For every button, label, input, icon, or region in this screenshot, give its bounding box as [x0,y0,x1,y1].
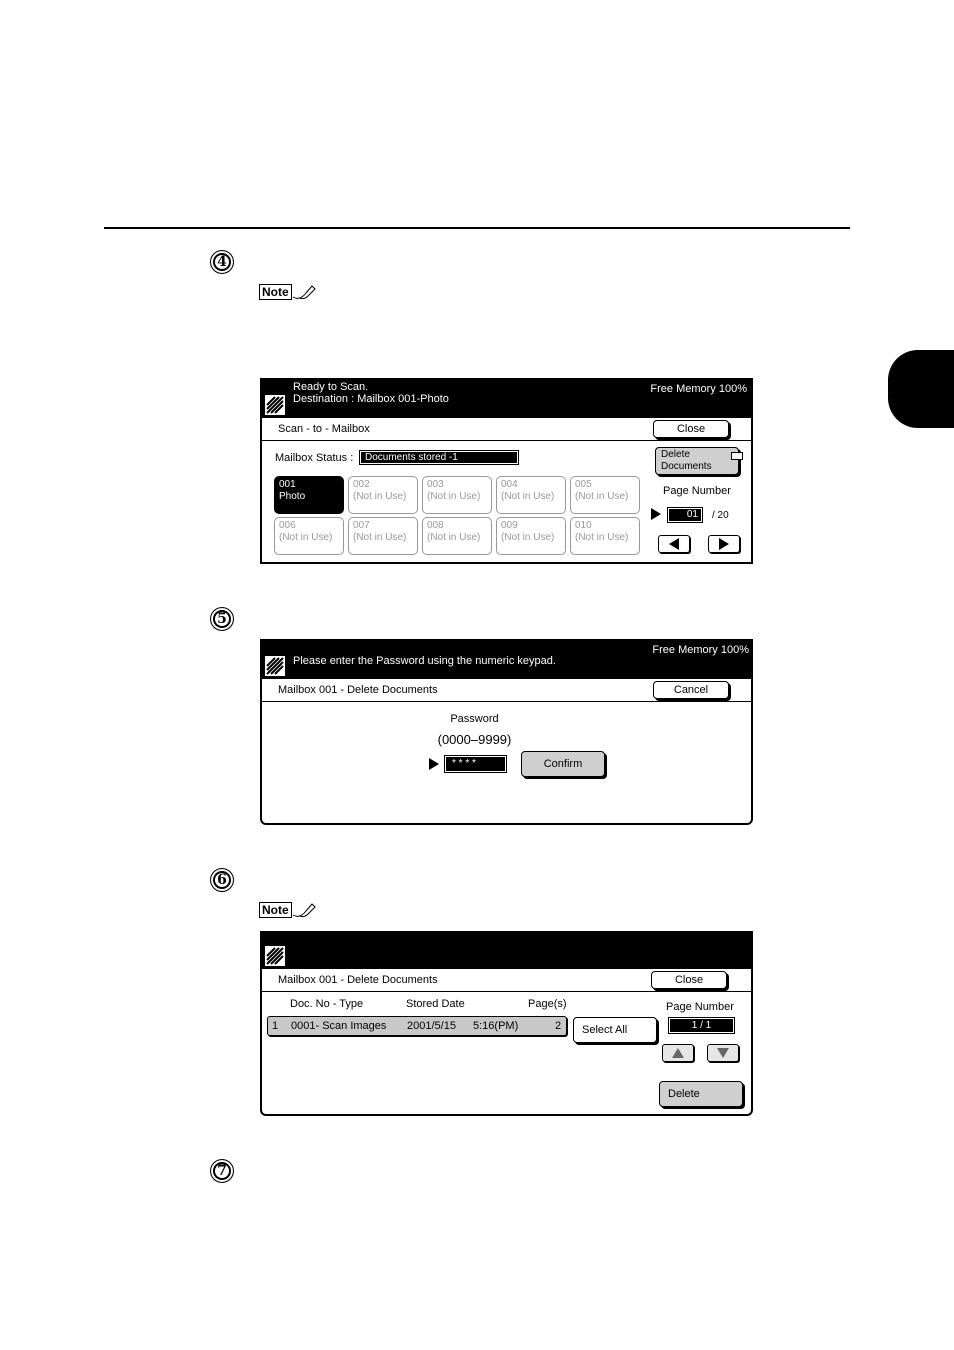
mailbox-folder-002[interactable] [348,476,418,514]
password-screen [260,639,753,825]
mailbox-folder-008[interactable] [422,517,492,555]
step-4-marker: 4 [210,250,234,274]
password-value: * * * * [446,757,505,771]
mailbox-status-field [359,450,519,465]
mailbox-name: (Not in Use) [279,532,333,543]
mailbox-number: 008 [427,520,444,531]
machine-logo-icon [265,946,285,966]
mailbox-folder-003[interactable] [422,476,492,514]
delete-documents-screen [260,931,753,1116]
mailbox-folder-010[interactable] [570,517,640,555]
triangle-up-icon [672,1048,684,1058]
header-instruction: Please enter the Password using the numeric keypad. [293,655,556,667]
page-number-field [668,1017,735,1034]
step-5-marker: 5 [210,607,234,631]
row-pages: 2 [555,1020,562,1032]
mailbox-number: 009 [501,520,518,531]
mailbox-number: 006 [279,520,296,531]
mailbox-folder-009[interactable] [496,517,566,555]
mailbox-name: (Not in Use) [427,532,481,543]
mailbox-folder-006[interactable] [274,517,344,555]
mailbox-number: 001 [279,479,296,490]
row-index: 1 [272,1020,279,1032]
mailbox-name: (Not in Use) [575,532,629,543]
mailbox-folder-004[interactable] [496,476,566,514]
mailbox-number: 007 [353,520,370,531]
password-range: (0000–9999) [437,732,512,747]
password-label: Password [450,713,499,725]
machine-logo-icon [265,395,285,415]
mailbox-name: (Not in Use) [575,491,629,502]
document-row[interactable] [267,1016,567,1036]
col-doc-header: Doc. No - Type [290,998,364,1010]
note-pen-icon [292,901,316,919]
mailbox-number: 010 [575,520,592,531]
scroll-down-button[interactable] [707,1044,739,1062]
pointer-arrow-icon [651,508,661,520]
scroll-up-button[interactable] [662,1044,694,1062]
password-input[interactable] [444,755,507,773]
pointer-arrow-icon [429,758,439,770]
page-current: 01 [669,509,701,521]
page-number-label: Page Number [666,1001,734,1013]
mailbox-name: (Not in Use) [353,532,407,543]
mailbox-folder-001[interactable] [274,476,344,514]
screen-title-bar [262,969,751,992]
col-pages-header: Page(s) [528,998,567,1010]
mailbox-folder-005[interactable] [570,476,640,514]
confirm-button[interactable]: Confirm [521,751,605,777]
delete-documents-label-1: Delete [661,449,690,460]
mailbox-name: (Not in Use) [501,491,555,502]
mailbox-name: (Not in Use) [427,491,481,502]
cancel-button[interactable]: Cancel [653,681,729,699]
step-6-marker: 6 [210,868,234,892]
page-prev-button[interactable] [658,535,690,553]
close-button[interactable]: Close [651,971,727,989]
header-destination: Destination : Mailbox 001-Photo [293,393,449,405]
delete-documents-label-2: Documents [661,461,712,472]
triangle-down-icon [717,1048,729,1058]
page-number-label: Page Number [663,485,731,497]
mailbox-name: (Not in Use) [501,532,555,543]
chapter-tab [888,350,954,428]
row-date: 2001/5/15 [407,1020,456,1032]
screen-title-bar [262,679,751,702]
screen-header [262,380,751,418]
screen-title: Mailbox 001 - Delete Documents [278,974,438,986]
triangle-left-icon [669,538,679,550]
page-number-input[interactable] [667,507,703,523]
screen-header [262,641,751,679]
scan-to-mailbox-screen [260,378,753,564]
header-status: Ready to Scan. [293,381,369,393]
page-next-button[interactable] [708,535,740,553]
mailbox-name: (Not in Use) [353,491,407,502]
note-label: Note [259,284,292,300]
mailbox-name: Photo [279,491,306,502]
row-doc: 0001- Scan Images [291,1020,387,1032]
row-time: 5:16(PM) [473,1020,519,1032]
select-all-button[interactable]: Select All [573,1017,657,1043]
mailbox-number: 002 [353,479,370,490]
mailbox-number: 005 [575,479,592,490]
step-7-marker: 7 [210,1159,234,1183]
screen-title: Scan - to - Mailbox [278,423,370,435]
screen-header [262,933,751,969]
triangle-right-icon [719,538,729,550]
page-total: / 20 [712,510,729,521]
close-button[interactable]: Close [653,420,729,438]
mailbox-number: 003 [427,479,444,490]
col-date-header: Stored Date [406,998,465,1010]
note-label: Note [259,902,292,918]
header-rule [104,227,850,229]
mailbox-folder-007[interactable] [348,517,418,555]
delete-documents-button[interactable] [655,447,739,475]
delete-button[interactable]: Delete [659,1081,743,1107]
page-value: 1 / 1 [670,1019,733,1032]
mailbox-status-value: Documents stored -1 [361,452,517,463]
screen-title: Mailbox 001 - Delete Documents [278,684,438,696]
machine-logo-icon [265,656,285,676]
mailbox-status-label: Mailbox Status : [275,452,354,464]
free-memory: Free Memory 100% [650,383,747,395]
mailbox-number: 004 [501,479,518,490]
free-memory: Free Memory 100% [652,644,749,656]
screen-title-bar [262,418,751,441]
folder-icon [731,452,743,460]
note-pen-icon [292,283,316,301]
note-marker-2 [259,901,316,919]
note-marker [259,283,316,301]
